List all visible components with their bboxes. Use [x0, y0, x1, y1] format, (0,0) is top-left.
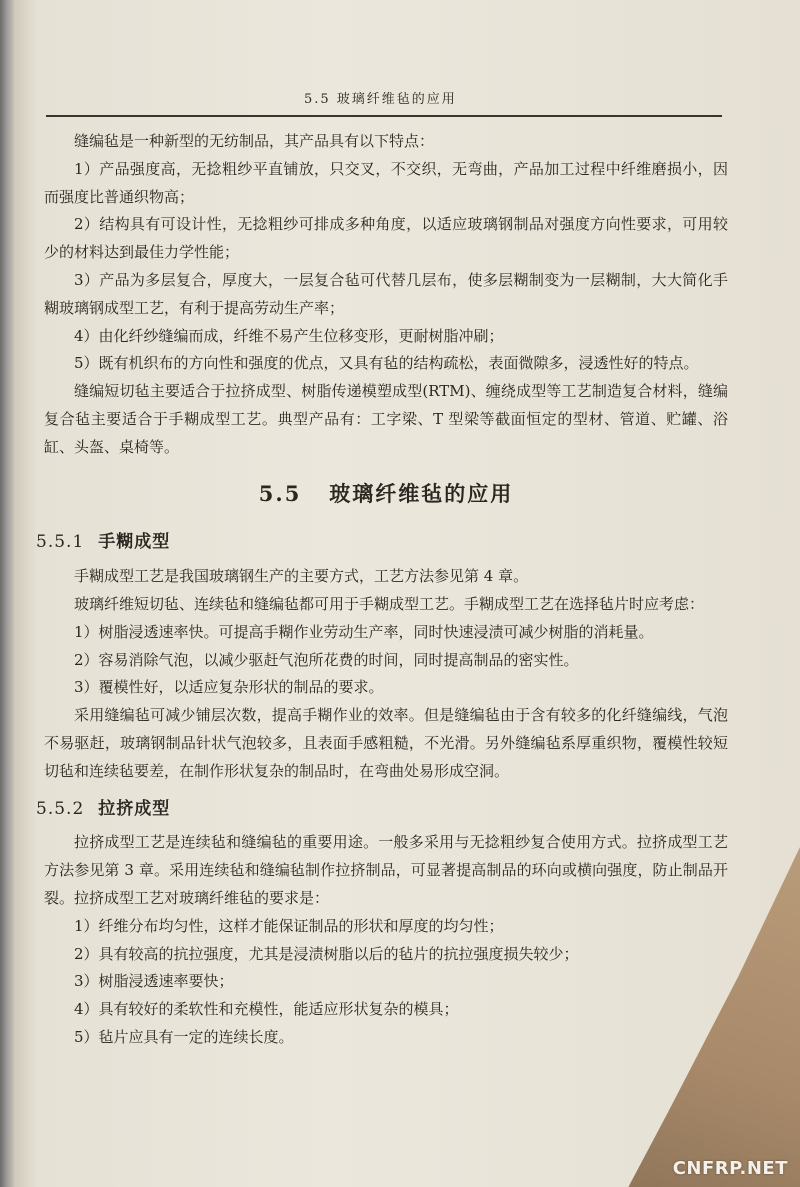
list-item: 3）树脂浸透速率要快；: [74, 972, 234, 991]
running-head: 5.5 玻璃纤维毡的应用: [304, 92, 457, 107]
paragraph: 拉挤成型工艺是连续毡和缝编毡的重要用途。一般多采用与无捻粗纱复合使用方式。拉挤成型工艺方法参见第 3 章。采用连续毡和缝编毡制作拉挤制品，可显著提高制品的环向或横向强度，防止制品开裂。拉挤成型工艺对玻璃纤维毡的要求是：: [44, 833, 728, 907]
subsection-number: 5.5.1: [36, 532, 85, 553]
book-page: [14, 0, 800, 1187]
section-title: 5.5 玻璃纤维毡的应用: [258, 480, 514, 506]
list-item: 2）容易消除气泡，以减少驱赶气泡所花费的时间，同时提高制品的密实性。: [74, 650, 579, 669]
subsection-heading-2: [36, 796, 728, 824]
subsection-number: 5.5.2: [36, 798, 85, 819]
intro-item-2: 2）结构具有可设计性，无捻粗纱可排成多种角度，以适应玻璃钢制品对强度方向性要求，可用较少的材料达到最佳力学性能；: [44, 215, 728, 262]
list-item: 5）毡片应具有一定的连续长度。: [74, 1027, 294, 1046]
header-rule: [46, 115, 722, 117]
list-item: 1）纤维分布均匀性，这样才能保证制品的形状和厚度的均匀性；: [74, 916, 504, 935]
list-item: 1）树脂浸透速率快。可提高手糊作业劳动生产率，同时快速浸渍可减少树脂的消耗量。: [74, 622, 654, 641]
intro-item-1: 1）产品强度高，无捻粗纱平直铺放，只交叉，不交织，无弯曲，产品加工过程中纤维磨损小，因而强度比普通织物高；: [44, 159, 728, 206]
list-item: 2）具有较高的抗拉强度，尤其是浸渍树脂以后的毡片的抗拉强度损失较少；: [74, 944, 579, 963]
book-spine-shadow: [0, 0, 14, 1187]
subsection-title: 手糊成型: [98, 532, 171, 553]
subsection-heading-1: [36, 529, 728, 557]
site-watermark: CNFRP.NET: [672, 1158, 788, 1179]
paragraph: 手糊成型工艺是我国玻璃钢生产的主要方式，工艺方法参见第 4 章。: [74, 567, 529, 586]
intro-item-5: 5）既有机织布的方向性和强度的优点，又具有毡的结构疏松，表面微隙多，浸透性好的特点。: [74, 354, 699, 373]
intro-closing: 缝编短切毡主要适合于拉挤成型、树脂传递模塑成型(RTM)、缠绕成型等工艺制造复合材料，缝编复合毡主要适合于手糊成型工艺。典型产品有：工字梁、T 型梁等截面恒定的型材、管道、贮罐、浴缸、头盔、桌椅等。: [44, 382, 728, 456]
intro-item-4: 4）由化纤纱缝编而成，纤维不易产生位移变形，更耐树脂冲刷；: [74, 326, 504, 345]
paragraph: 采用缝编毡可减少铺层次数，提高手糊作业的效率。但是缝编毡由于含有较多的化纤缝编线，气泡不易驱赶，玻璃钢制品针状气泡较多，且表面手感粗糙，不光滑。另外缝编毡系厚重织物，覆模性较短切毡和连续毡要差，在制作形状复杂的制品时，在弯曲处易形成空洞。: [44, 706, 728, 780]
paragraph: 玻璃纤维短切毡、连续毡和缝编毡都可用于手糊成型工艺。手糊成型工艺在选择毡片时应考虑：: [74, 594, 705, 613]
list-item: 3）覆模性好，以适应复杂形状的制品的要求。: [74, 678, 384, 697]
subsection-title: 拉挤成型: [98, 798, 171, 819]
page-body: [36, 128, 728, 1052]
list-item: 4）具有较好的柔软性和充模性，能适应形状复杂的模具；: [74, 1000, 459, 1019]
intro-lead: 缝编毡是一种新型的无纺制品，其产品具有以下特点：: [74, 132, 435, 150]
intro-item-3: 3）产品为多层复合，厚度大，一层复合毡可代替几层布，使多层糊制变为一层糊制，大大简化手糊玻璃钢成型工艺，有利于提高劳动生产率；: [44, 270, 728, 317]
